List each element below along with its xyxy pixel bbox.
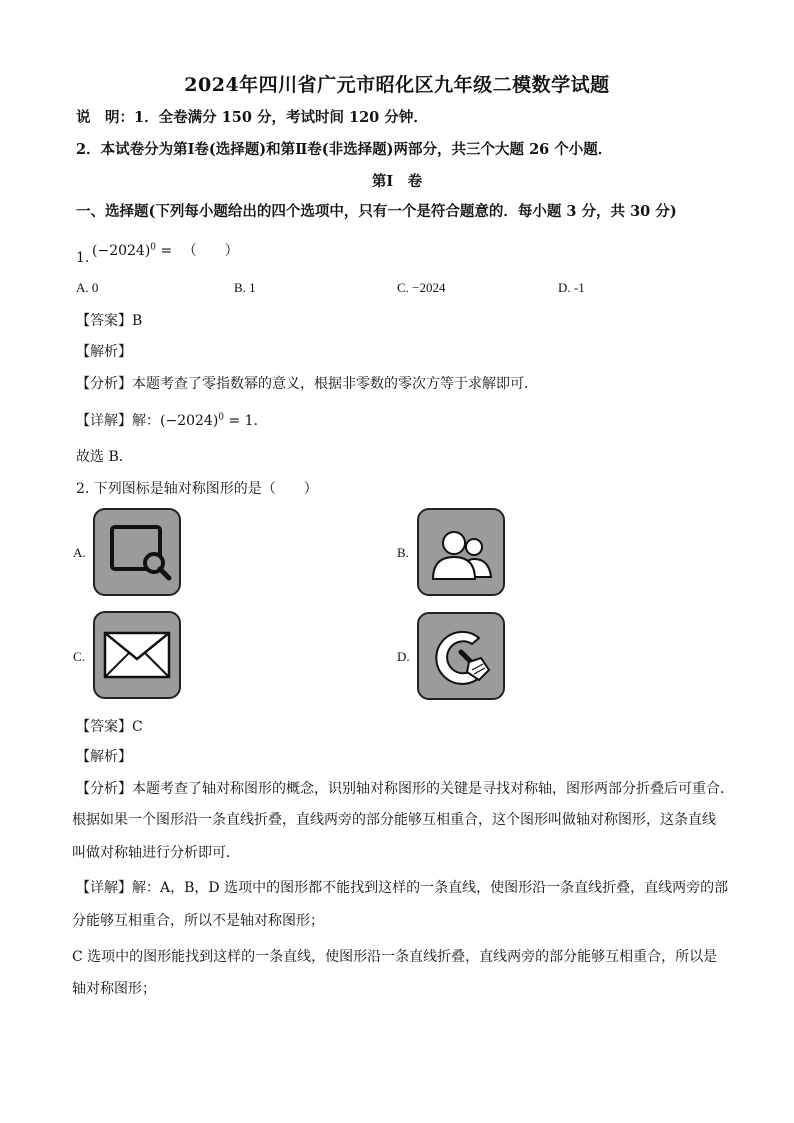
q2-fenxi-line-1: 【分析】本题考查了轴对称图形的概念，识别轴对称图形的关键是寻找对称轴，图形两部分折叠后可重合． (76, 781, 734, 797)
q2-detail-line-2: 分能够互相重合，所以不是轴对称图形； (72, 913, 324, 929)
q1-answer: 【答案】B (76, 313, 143, 329)
q1-option-a: A. 0 (76, 280, 99, 295)
q2-label-d: D. (397, 649, 410, 664)
q1-number: 1. (76, 250, 90, 266)
q2-label-a: A. (73, 545, 86, 560)
q2-label-c: C. (73, 649, 85, 664)
exam-note-2: 2．本试卷分为第Ⅰ卷(选择题)和第Ⅱ卷(非选择题)两部分，共三个大题 26 个小题． (76, 141, 613, 158)
q1-detail-base: (−2024) (160, 413, 219, 429)
q2-fenxi-line-3: 叫做对称轴进行分析即可． (72, 845, 240, 861)
q2-detail-line-1: 【详解】解：A，B，D 选项中的图形都不能找到这样的一条直线，使图形沿一条直线折叠，直线两旁的部 (76, 880, 729, 896)
volume-heading: 第Ⅰ 卷 (371, 173, 423, 190)
q1-base: (−2024) (92, 243, 151, 259)
users-icon (417, 508, 505, 596)
q1-detail-tail: = 1． (224, 413, 268, 429)
exam-note-1: 说 明：1．全卷满分 150 分，考试时间 120 分钟． (76, 109, 428, 126)
q1-fenxi: 【分析】本题考查了零指数幂的意义，根据非零数的零次方等于求解即可． (76, 376, 538, 392)
q1-detail-exponent: 0 (218, 412, 225, 423)
page-title: 2024年四川省广元市昭化区九年级二模数学试题 (184, 74, 610, 96)
q1-equals: = (156, 243, 173, 259)
q1-option-d: D. -1 (558, 280, 585, 295)
q1-detail (76, 410, 268, 430)
q2-stem: 2. 下列图标是轴对称图形的是（ ） (76, 481, 318, 497)
q2-label-b: B. (397, 545, 409, 560)
q2-fenxi-line-2: 根据如果一个图形沿一条直线折叠，直线两旁的部分能够互相重合，这个图形叫做轴对称图形，这条直线 (72, 812, 716, 828)
q1-detail-prefix: 【详解】解： (76, 413, 160, 429)
envelope-icon (93, 611, 181, 699)
q1-exponent: 0 (150, 242, 157, 253)
cleaner-brush-icon (417, 612, 505, 700)
q1-analysis-label: 【解析】 (76, 344, 132, 360)
search-window-icon (93, 508, 181, 596)
q2-answer: 【答案】C (76, 719, 143, 735)
q1-option-b: B. 1 (234, 280, 256, 295)
q2-detail2-line-2: 轴对称图形； (72, 981, 156, 997)
q1-conclusion: 故选 B． (76, 449, 133, 465)
q1-option-c: C. −2024 (397, 280, 446, 295)
q1-expression (92, 240, 239, 260)
section-heading: 一、选择题(下列每小题给出的四个选项中，只有一个是符合题意的．每小题 3 分，共 30 分) (76, 203, 677, 220)
q1-paren: （ ） (182, 243, 239, 259)
q2-analysis-label: 【解析】 (76, 749, 132, 765)
q2-detail2-line-1: C 选项中的图形能找到这样的一条直线，使图形沿一条直线折叠，直线两旁的部分能够互相重合，所以是 (72, 949, 718, 965)
